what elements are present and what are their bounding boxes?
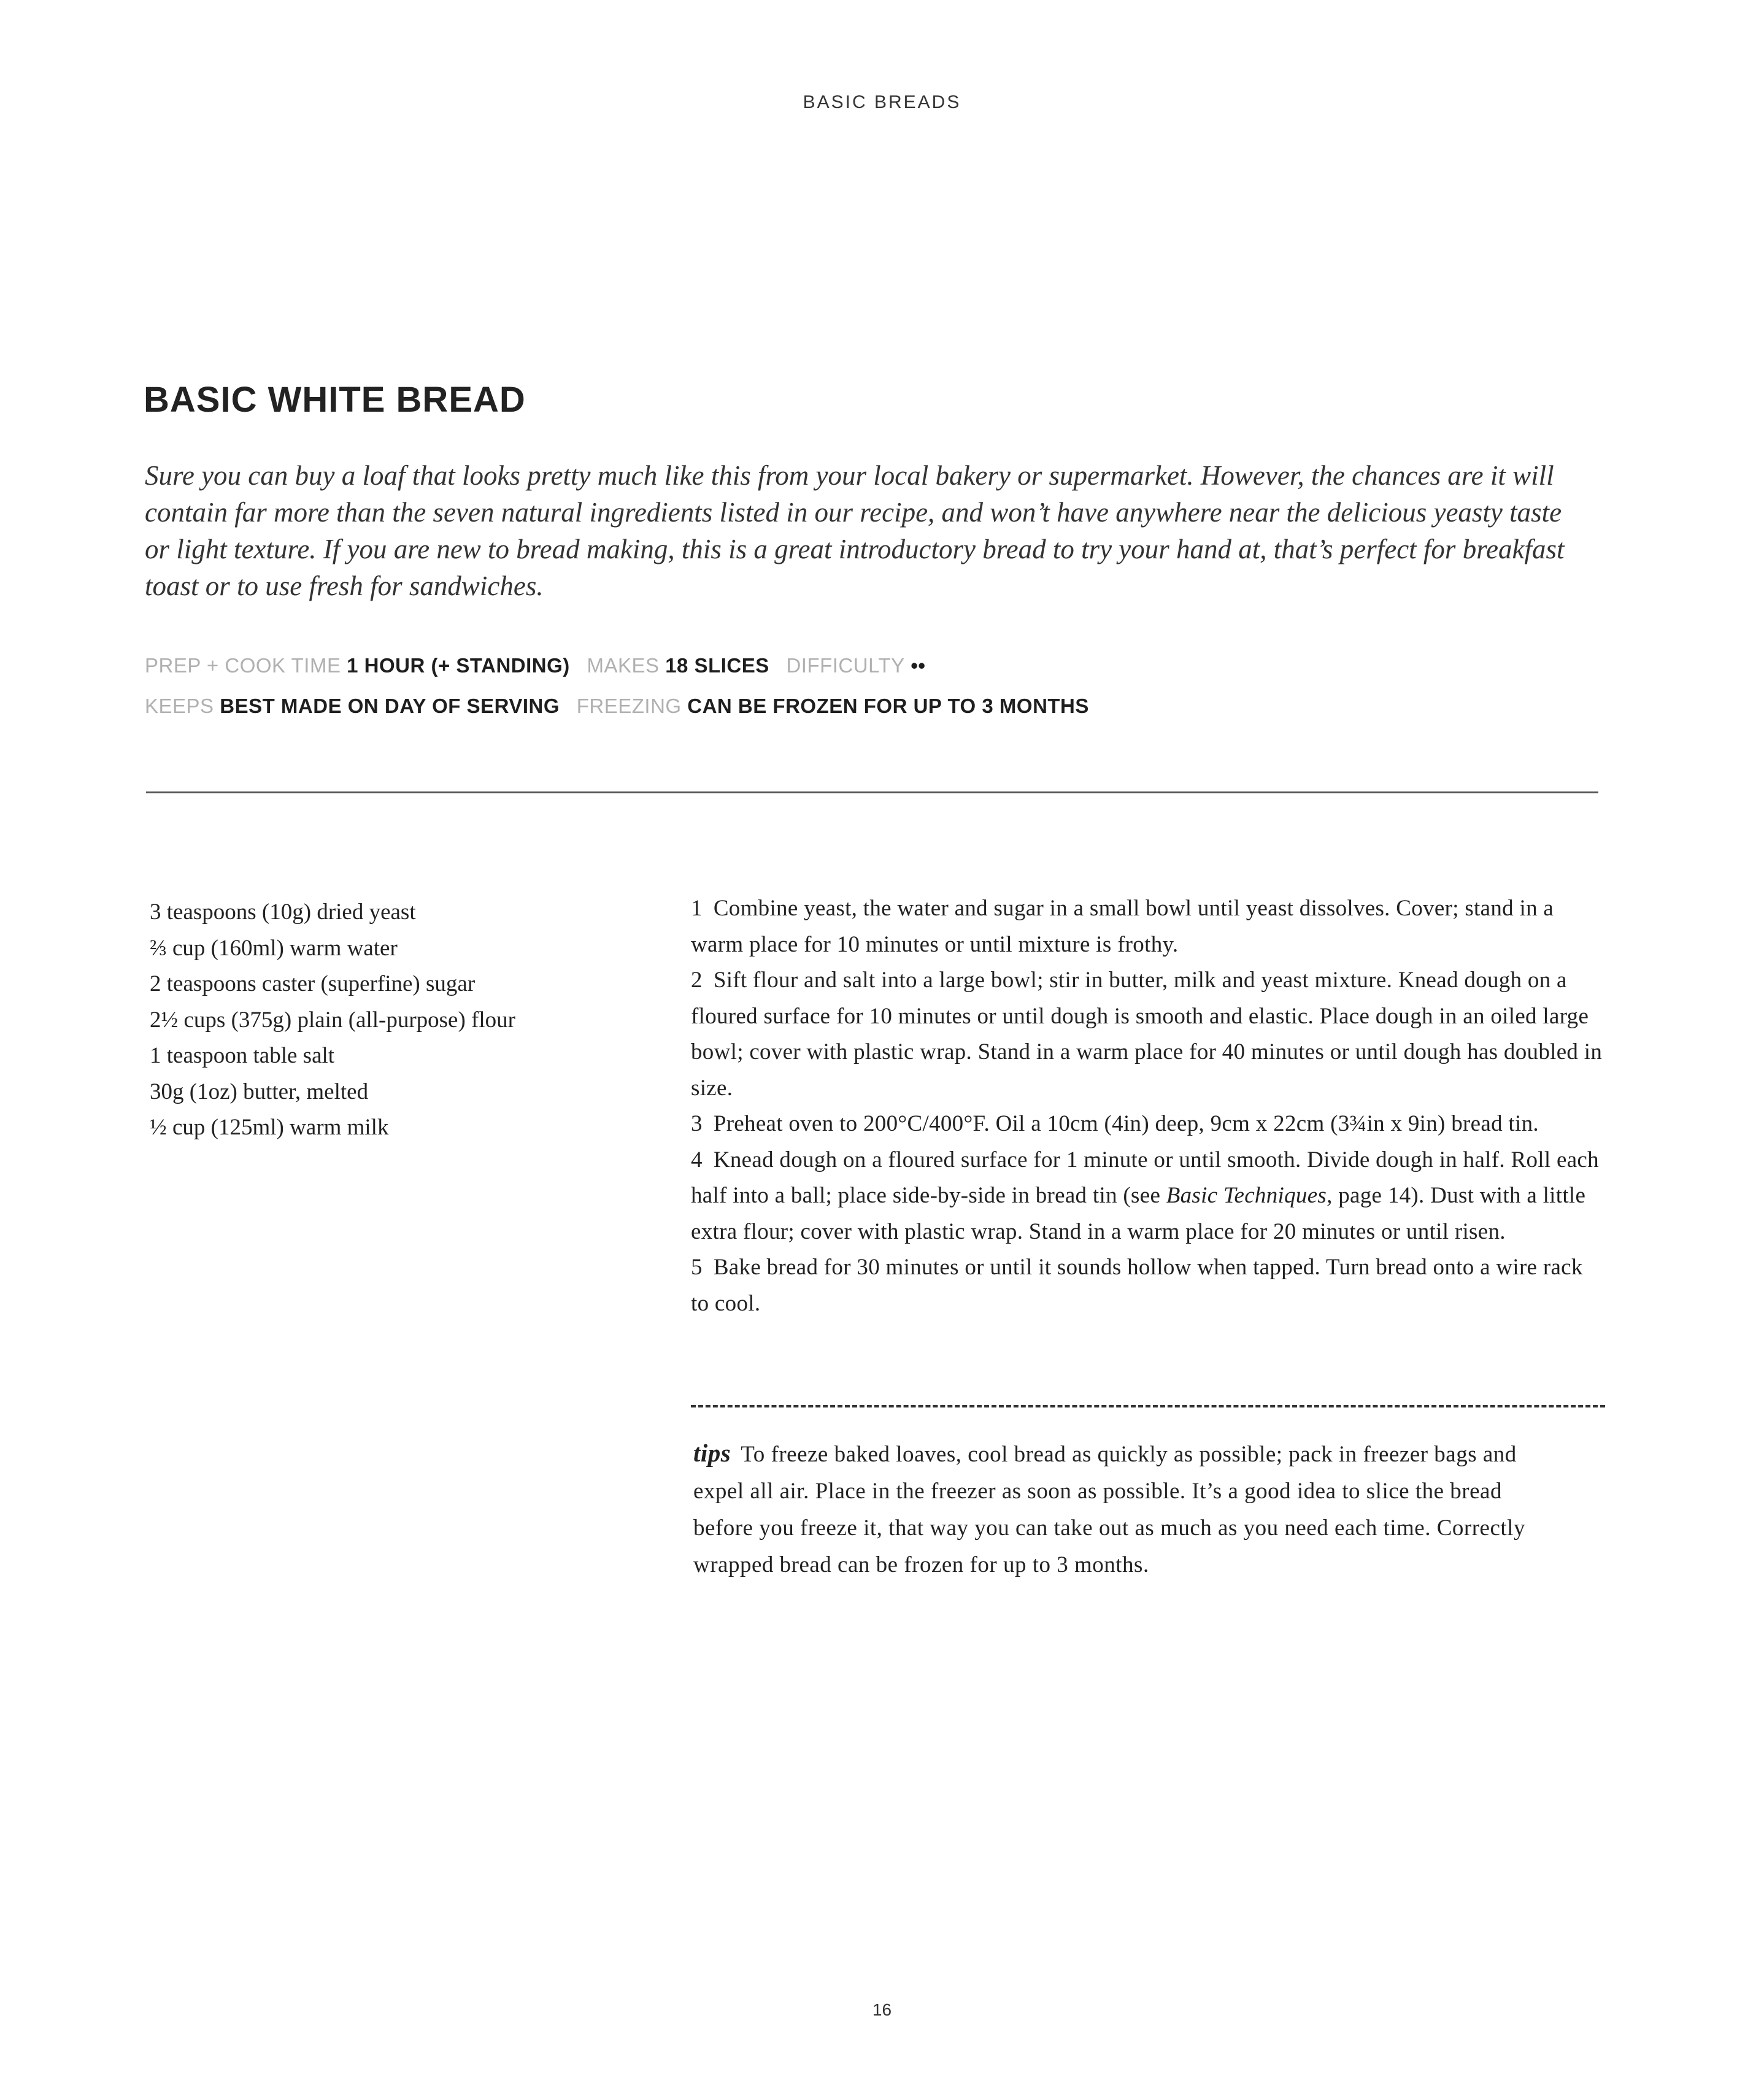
step-text: Preheat oven to 200°C/400°F. Oil a 10cm (4in) deep, 9cm x 22cm (3¾in x 9in) bread tin. [713,1111,1539,1136]
freezing-label: FREEZING [576,695,682,717]
ingredient-item: ⅔ cup (160ml) warm water [150,935,398,961]
method-steps [691,891,1605,1322]
ingredients-list [150,895,515,1146]
step-text: Bake bread for 30 minutes or until it sounds hollow when tapped. Turn bread onto a wire rack to cool. [691,1255,1583,1316]
prep-time-value: 1 HOUR (+ STANDING) [347,654,570,677]
keeps-label: KEEPS [145,695,214,717]
difficulty-label: DIFFICULTY [786,654,905,677]
makes-value: 18 SLICES [665,654,769,677]
ingredient-item: 1 teaspoon table salt [150,1043,335,1068]
tips-box [693,1434,1552,1584]
ingredient-item: 3 teaspoons (10g) dried yeast [150,899,416,925]
step-number: 3 [691,1111,703,1136]
running-head: BASIC BREADS [803,92,961,112]
page-number: 16 [872,2000,892,2019]
tips-label: tips [693,1439,731,1467]
ingredient-item: 30g (1oz) butter, melted [150,1079,369,1104]
step-number: 1 [691,896,703,921]
recipe-title: BASIC WHITE BREAD [144,380,526,420]
dashed-divider [691,1405,1605,1407]
recipe-meta-line-2 [145,695,1100,718]
ingredient-item: ½ cup (125ml) warm milk [150,1115,389,1140]
step-text: Sift flour and salt into a large bowl; stir in butter, milk and yeast mixture. Knead dough on a floured surface for 10 minutes or until dough is smooth and elastic. Place dough in an oiled large bowl; cover with plastic wrap. Stand in a warm place for 40 minutes or until dough has doubled in size. [691,968,1603,1101]
keeps-value: BEST MADE ON DAY OF SERVING [220,695,560,717]
method-step [691,1106,1605,1142]
step-text: Combine yeast, the water and sugar in a small bowl until yeast dissolves. Cover; stand in a warm place for 10 minutes or until mixture is frothy. [691,896,1554,957]
ingredient-item: 2½ cups (375g) plain (all-purpose) flour [150,1007,515,1033]
step-text: , page 14). Dust with a little extra flour; cover with plastic wrap. Stand in a warm place for 20 minutes or until risen. [691,1183,1586,1244]
step-number: 2 [691,968,703,993]
recipe-meta-line-1 [145,654,936,677]
step-text: Knead dough on a floured surface for 1 minute or until smooth. Divide dough in half. Roll each half into a ball; place side-by-side in bread tin (see [691,1147,1599,1208]
tips-text: To freeze baked loaves, cool bread as quickly as possible; pack in freezer bags and expel all air. Place in the freezer as soon as possible. It’s a good idea to slice the bread before you freeze it, that way you can take out as much as you need each time. Correctly wrapped bread can be frozen for up to 3 months. [693,1442,1525,1577]
section-divider [146,791,1598,793]
makes-label: MAKES [587,654,660,677]
cross-reference: Basic Techniques [1166,1183,1327,1208]
method-step [691,1142,1605,1250]
step-number: 4 [691,1147,703,1172]
method-step [691,963,1605,1106]
step-number: 5 [691,1255,703,1280]
recipe-intro: Sure you can buy a loaf that looks pretty much like this from your local bakery or supermarket. However, the chances are it will contain far more than the seven natural ingredients listed in our recipe, and won’t have anywhere near the delicious yeasty taste or light texture. If you are new to bread making, this is a great introductory bread to try your hand at, that’s perfect for breakfast toast or to use fresh for sandwiches. [145,460,1565,601]
difficulty-value: •• [911,654,926,677]
method-step [691,1250,1605,1322]
ingredient-item: 2 teaspoons caster (superfine) sugar [150,971,476,996]
prep-time-label: PREP + COOK TIME [145,654,341,677]
method-step [691,891,1605,963]
freezing-value: CAN BE FROZEN FOR UP TO 3 MONTHS [687,695,1089,717]
